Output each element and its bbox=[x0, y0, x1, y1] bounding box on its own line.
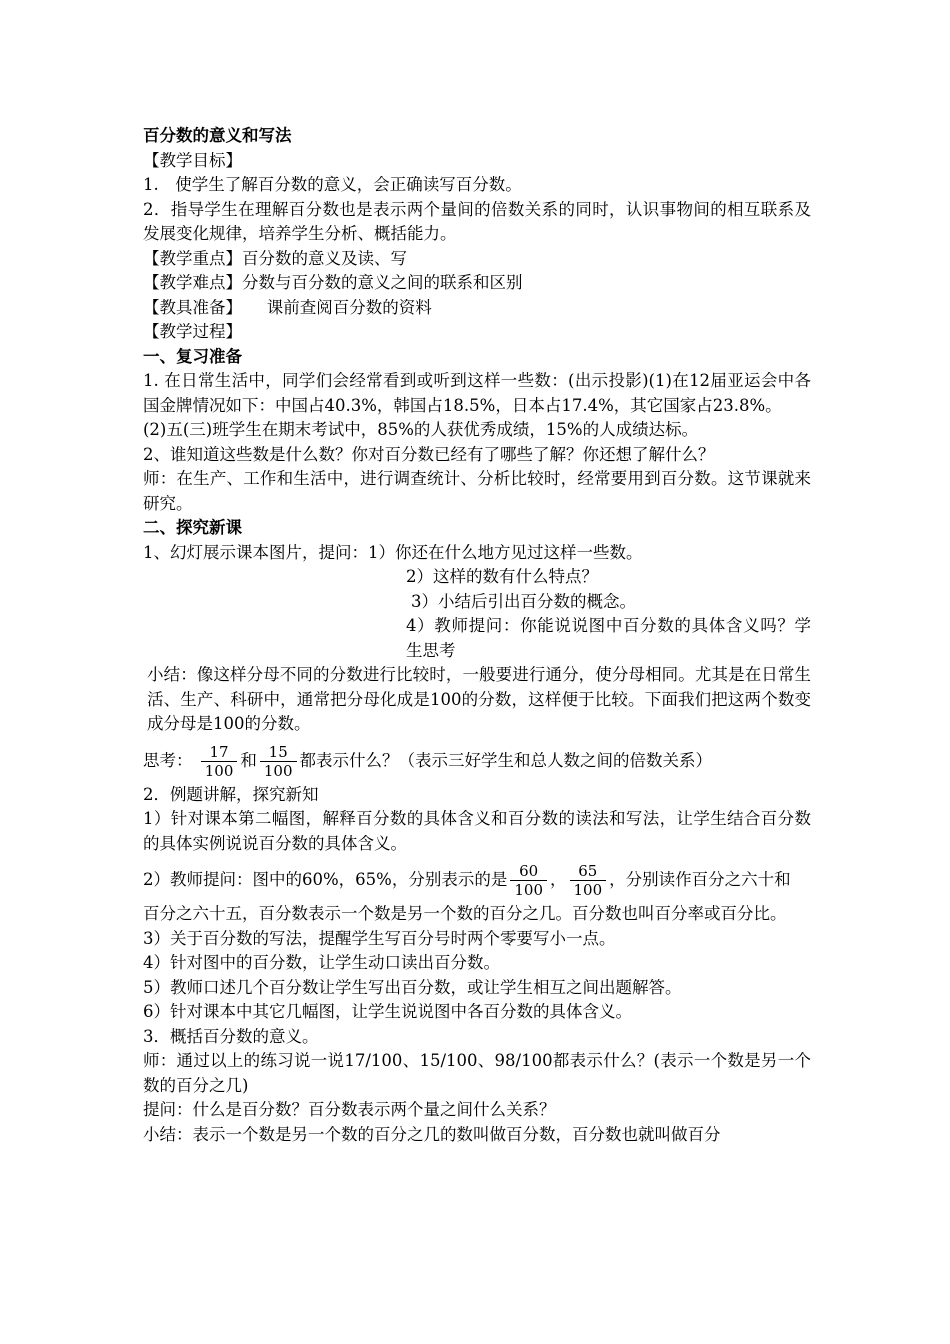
example-2-prefix: 2）教师提问：图中的60%，65%，分别表示的是 bbox=[143, 870, 508, 889]
example-2-line bbox=[143, 860, 811, 900]
example-2-suffix: ，分别读作百分之六十和 bbox=[609, 870, 791, 889]
goal-header: 【教学目标】 bbox=[143, 150, 242, 170]
think-prefix: 思考： bbox=[143, 750, 193, 770]
example-2-sep: ， bbox=[550, 870, 567, 889]
section-heading-explore: 二、探究新课 bbox=[143, 518, 242, 537]
process-header: 【教学过程】 bbox=[143, 322, 242, 341]
teacher-remark-1: 师：在生产、工作和生活中，进行调查统计、分析比较时，经常要用到百分数。这节课就来研究。 bbox=[143, 469, 811, 513]
goal-2: 2．指导学生在理解百分数也是表示两个量间的倍数关系的同时，认识事物间的相互联系及发展变化规律，培养学生分析、概括能力。 bbox=[143, 199, 811, 243]
review-3: 2、谁知道这些数是什么数？你对百分数已经有了哪些了解？你还想了解什么？ bbox=[143, 444, 715, 464]
teacher-remark-2: 师：通过以上的练习说一说17/100、15/100、98/100都表示什么？(表示一个数是另一个数的百分之几) bbox=[143, 1051, 811, 1095]
fraction-65-100: $\frac{65}{100}$ bbox=[570, 862, 607, 899]
key-point: 【教学重点】百分数的意义及读、写 bbox=[143, 248, 407, 268]
summary-2: 小结：表示一个数是另一个数的百分之几的数叫做百分数，百分数也就叫做百分 bbox=[143, 1124, 721, 1144]
document-body bbox=[143, 124, 811, 1147]
example-1: 1）针对课本第二幅图，解释百分数的具体含义和百分数的读法和写法，让学生结合百分数的具体实例说说百分数的具体含义。 bbox=[143, 809, 811, 853]
review-1: 1. 在日常生活中，同学们会经常看到或听到这样一些数：(出示投影)(1)在12届亚运会中各国金牌情况如下：中国占40.3%，韩国占18.5%，日本占17.4%，其它国家占23.8%。 bbox=[143, 371, 811, 415]
fraction-60-100: $\frac{60}{100}$ bbox=[510, 862, 547, 899]
goal-1: 1. 使学生了解百分数的意义，会正确读写百分数。 bbox=[143, 175, 522, 194]
explore-1b: 2）这样的数有什么特点？ bbox=[406, 567, 598, 586]
example-4: 4）针对图中的百分数，让学生动口读出百分数。 bbox=[143, 953, 500, 972]
meaning-header: 3．概括百分数的意义。 bbox=[143, 1026, 319, 1046]
difficulty: 【教学难点】分数与百分数的意义之间的联系和区别 bbox=[143, 273, 523, 292]
think-and: 和 bbox=[240, 750, 257, 770]
example-2-cont: 百分之六十五，百分数表示一个数是另一个数的百分之几。百分数也叫百分率或百分比。 bbox=[143, 904, 787, 923]
review-2: (2)五(三)班学生在期末考试中，85%的人获优秀成绩，15%的人成绩达标。 bbox=[143, 420, 699, 439]
document-title: 百分数的意义和写法 bbox=[143, 126, 292, 145]
explore-1c: 3）小结后引出百分数的概念。 bbox=[411, 591, 636, 611]
section-heading-review: 一、复习准备 bbox=[143, 346, 242, 366]
example-6: 6）针对课本中其它几幅图，让学生说说图中各百分数的具体含义。 bbox=[143, 1002, 632, 1021]
think-suffix: 都表示什么？（表示三好学生和总人数之间的倍数关系） bbox=[299, 750, 713, 770]
teaching-prep: 【教具准备】 课前查阅百分数的资料 bbox=[143, 297, 432, 317]
question: 提问：什么是百分数？百分数表示两个量之间什么关系？ bbox=[143, 1100, 556, 1119]
example-5: 5）教师口述几个百分数让学生写出百分数，或让学生相互之间出题解答。 bbox=[143, 977, 682, 997]
example-3: 3）关于百分数的写法，提醒学生写百分号时两个零要写小一点。 bbox=[143, 928, 616, 948]
example-header: 2．例题讲解，探究新知 bbox=[143, 784, 319, 804]
explore-1: 1、幻灯展示课本图片，提问：1）你还在什么地方见过这样一些数。 bbox=[143, 542, 643, 562]
explore-1d: 4）教师提问：你能说说图中百分数的具体含义吗？学生思考 bbox=[406, 616, 811, 660]
think-line bbox=[143, 741, 811, 781]
fraction-15-100: $\frac{15}{100}$ bbox=[260, 743, 297, 780]
fraction-17-100: $\frac{17}{100}$ bbox=[201, 743, 238, 780]
summary-1: 小结：像这样分母不同的分数进行比较时，一般要进行通分，使分母相同。尤其是在日常生活、生产、科研中，通常把分母化成是100的分数，这样便于比较。下面我们把这两个数变成分母是100的分数。 bbox=[147, 665, 811, 733]
